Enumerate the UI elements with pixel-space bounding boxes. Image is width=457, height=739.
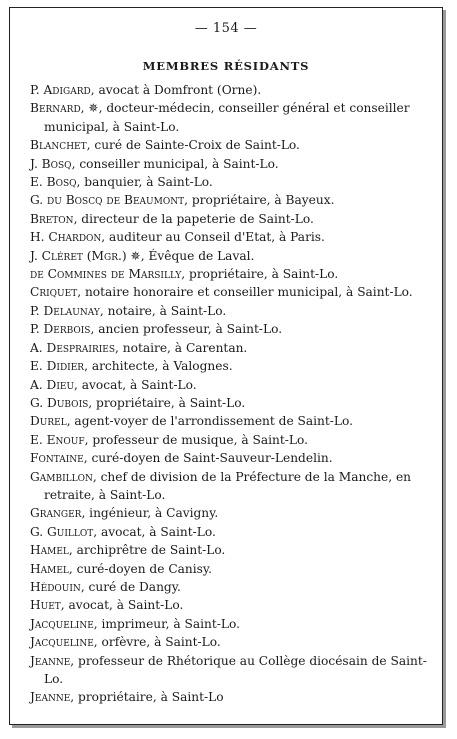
- member-entry: [30, 560, 428, 578]
- member-details: , propriétaire, à Saint-Lo: [70, 690, 224, 705]
- member-name: Criquet: [30, 285, 78, 300]
- page: [9, 7, 443, 725]
- member-entry: [30, 339, 428, 357]
- member-name: Huet: [30, 598, 61, 613]
- section-title: MEMBRES RÉSIDANTS: [142, 59, 310, 73]
- member-entry: [30, 302, 428, 320]
- member-details: , banquier, à Saint-Lo.: [76, 175, 213, 190]
- member-details: , propriétaire, à Bayeux.: [184, 193, 335, 208]
- member-entry: [30, 412, 428, 430]
- member-entry: [30, 320, 428, 338]
- member-name: P. Derbois: [30, 322, 91, 337]
- member-entry: [30, 688, 428, 706]
- member-name: Durel: [30, 414, 67, 429]
- member-details: , professeur de Rhétorique au Collège diocésain de Saint-Lo.: [44, 653, 427, 686]
- member-name: Jeanne: [30, 653, 71, 668]
- member-details: , architecte, à Valognes.: [84, 359, 233, 374]
- member-name: Jeanne: [30, 690, 71, 705]
- member-details: , notaire, à Saint-Lo.: [99, 303, 227, 318]
- member-details: , avocat, à Saint-Lo.: [60, 598, 184, 613]
- member-name: Gambillon: [30, 469, 93, 484]
- member-name: G. du Boscq de Beaumont: [30, 193, 185, 208]
- member-entry: [30, 247, 428, 265]
- member-details: , ancien professeur, à Saint-Lo.: [90, 322, 283, 337]
- member-name: Bernard: [30, 101, 81, 116]
- member-name: J. Cléret (Mgr.): [30, 248, 127, 263]
- member-name: Hamel: [30, 561, 69, 576]
- member-name: A. Dieu: [30, 377, 75, 392]
- member-details: , avocat, à Saint-Lo.: [74, 377, 197, 392]
- member-name: E. Enouf: [30, 432, 85, 447]
- member-details: , conseiller municipal, à Saint-Lo.: [71, 156, 279, 171]
- member-entry: [30, 596, 428, 614]
- member-entry: [30, 652, 428, 689]
- member-name: E. Didier: [30, 359, 85, 374]
- member-name: Granger: [30, 506, 82, 521]
- member-details: , ✵, docteur-médecin, conseiller général et conseiller municipal, à Saint-Lo.: [44, 101, 410, 134]
- member-entry: [30, 633, 428, 651]
- member-details: , propriétaire, à Saint-Lo.: [88, 395, 246, 410]
- member-entry: [30, 394, 428, 412]
- member-details: , propriétaire, à Saint-Lo.: [181, 267, 339, 282]
- member-name: Hamel: [30, 543, 69, 558]
- member-details: , auditeur au Conseil d'Etat, à Paris.: [101, 230, 325, 245]
- member-entry: [30, 431, 428, 449]
- member-name: Fontaine: [30, 451, 84, 466]
- member-entry: [30, 136, 428, 154]
- member-entry: [30, 155, 428, 173]
- member-name: de Commines de Marsilly: [30, 267, 182, 282]
- member-details: , orfèvre, à Saint-Lo.: [93, 635, 221, 650]
- member-details: , notaire, à Carentan.: [115, 340, 248, 355]
- member-entry: [30, 615, 428, 633]
- member-details: , curé-doyen de Canisy.: [68, 561, 213, 576]
- member-entry: [30, 228, 428, 246]
- member-entry: [30, 504, 428, 522]
- member-entry: [30, 357, 428, 375]
- member-entry: [30, 468, 428, 505]
- member-entry: [30, 265, 428, 283]
- member-entry: [30, 173, 428, 191]
- page-number: — 154 —: [194, 21, 258, 36]
- member-details: , ingénieur, à Cavigny.: [81, 506, 219, 521]
- member-name: Hédouin: [30, 579, 81, 594]
- member-details: , professeur de musique, à Saint-Lo.: [84, 432, 308, 447]
- member-name: G. Dubois: [30, 395, 89, 410]
- member-name: P. Delaunay: [30, 303, 100, 318]
- member-entry: [30, 191, 428, 209]
- member-entry: [30, 523, 428, 541]
- member-name: H. Chardon: [30, 230, 102, 245]
- member-details: ✵, Évêque de Laval.: [126, 248, 255, 263]
- member-entry: [30, 81, 428, 99]
- member-entry: [30, 210, 428, 228]
- member-details: , chef de division de la Préfecture de la Manche, en retraite, à Saint-Lo.: [44, 469, 412, 502]
- member-name: Jacqueline: [30, 635, 94, 650]
- member-details: , avocat à Domfront (Orne).: [90, 83, 262, 97]
- member-details: , imprimeur, à Saint-Lo.: [93, 616, 240, 631]
- member-details: , agent-voyer de l'arrondissement de Saint-Lo.: [66, 414, 354, 429]
- member-entry: [30, 541, 428, 559]
- member-name: Jacqueline: [30, 616, 94, 631]
- member-details: , curé de Sainte-Croix de Saint-Lo.: [86, 138, 300, 153]
- member-name: A. Desprairies: [30, 340, 116, 355]
- member-entry: [30, 376, 428, 394]
- member-details: , notaire honoraire et conseiller municipal, à Saint-Lo.: [77, 285, 413, 300]
- member-details: , directeur de la papeterie de Saint-Lo.: [73, 211, 314, 226]
- member-name: J. Bosq: [30, 156, 72, 171]
- member-entry: [30, 283, 428, 301]
- member-name: Blanchet: [30, 138, 87, 153]
- member-entry: [30, 449, 428, 467]
- member-details: , curé-doyen de Saint-Sauveur-Lendelin.: [83, 451, 333, 466]
- member-details: , archiprêtre de Saint-Lo.: [68, 543, 226, 558]
- member-entry: [30, 99, 428, 136]
- member-details: , curé de Dangy.: [80, 579, 181, 594]
- member-list: [30, 81, 428, 707]
- member-name: E. Bosq: [30, 175, 77, 190]
- member-details: , avocat, à Saint-Lo.: [93, 524, 216, 539]
- member-name: P. Adigard: [30, 83, 91, 97]
- member-name: Breton: [30, 211, 74, 226]
- member-name: G. Guillot: [30, 524, 94, 539]
- member-entry: [30, 578, 428, 596]
